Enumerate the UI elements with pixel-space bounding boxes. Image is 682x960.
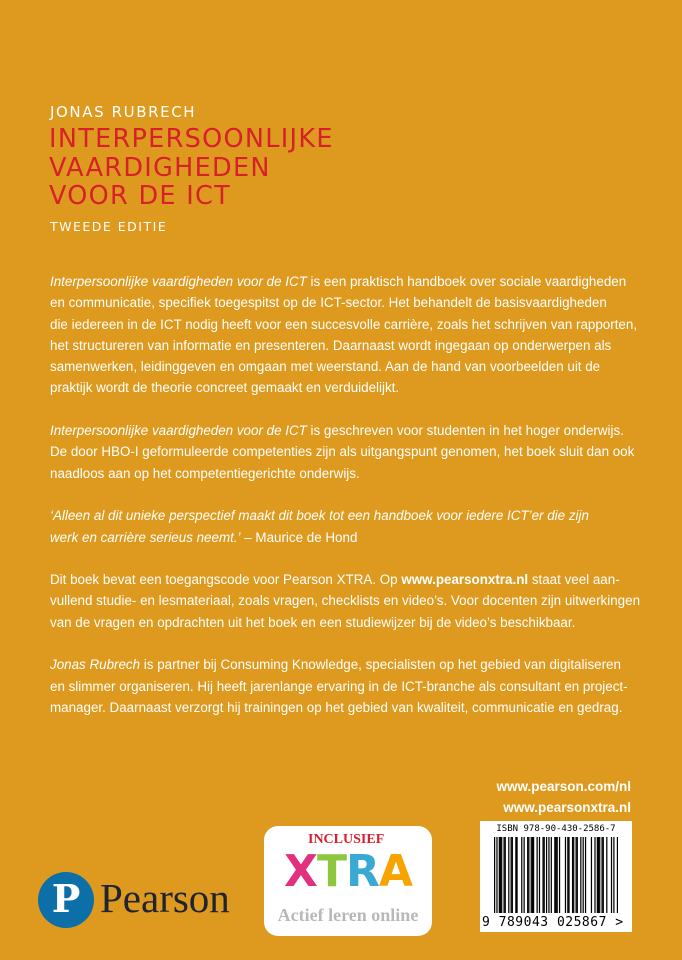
title-line: VOOR DE ICT [49,181,232,211]
barcode-bar [580,837,581,913]
text-line: samenwerken, leidinggeven en omgaan met weerstand. Aan de hand van voorbeelden uit de [50,359,601,375]
quote-text: ‘Alleen al dit unieke perspectief maakt dit boek tot een handboek voor iedere ICT’er die zijn [50,508,589,524]
text-line: het structureren van informatie en presenteren. Daarnaast wordt ingegaan op onderwerpen als [50,337,612,353]
barcode-bar [577,837,578,913]
barcode-bar [537,837,538,913]
barcode-bar [499,837,500,913]
isbn-barcode [480,821,632,932]
barcode-bar [496,837,497,913]
barcode-bar [613,837,614,913]
barcode-bar [539,837,540,913]
edition-label: TWEEDE EDITIE [50,219,168,234]
barcode-bar [554,837,555,913]
barcode-bar [557,837,558,913]
barcode-bar [531,837,532,913]
xtra-letter: X [284,846,317,897]
barcode-bar [585,837,586,913]
barcode-bar [555,837,556,913]
book-title [49,125,334,211]
xtra-tagline: Actief leren online [277,905,419,925]
barcode-bar [516,837,517,913]
xtra-link[interactable]: www.pearsonxtra.nl [401,572,529,588]
barcode-bar [594,837,595,913]
barcode-bar [567,837,568,913]
text-line: manager. Daarnaast verzorgt hij trainingen op het gebied van kwaliteit, communicatie en gedrag. [50,699,623,715]
text-line: is partner bij Consuming Knowledge, specialisten op het gebied van digitaliseren [140,657,621,673]
text-line: naadloos aan op het competentiegerichte onderwijs. [50,465,360,481]
text-line: is geschreven voor studenten in het hoger onderwijs. [306,423,624,439]
xtra-logo [264,846,432,897]
pearson-wordmark: Pearson [100,875,230,921]
barcode-bar [603,837,604,913]
text-line: die iedereen in de ICT nodig heeft voor een succesvolle carrière, zoals het schrijven van rapporten, [50,316,638,332]
barcode-bar [546,837,547,913]
barcode-bar [500,837,501,913]
isbn-label: ISBN 978-90-430-2586-7 [496,824,616,834]
barcode-bar [494,837,495,913]
barcode-bar [601,837,602,913]
barcode-bar [542,837,543,913]
barcode-bar [583,837,584,913]
barcode-bar [521,837,522,913]
barcode-bar [528,837,529,913]
text-line: van de vragen en opdrachten uit het boek en een studiewijzer bij de video’s beschikbaar. [50,614,576,630]
paragraph-description [50,271,650,399]
barcode-bar [575,837,576,913]
barcode-bar [524,837,525,913]
paragraph-audience [50,420,650,484]
barcode-digits: 9 789043 025867 > [482,915,624,930]
author-name: JONAS RUBRECH [50,103,197,121]
publisher-urls [496,776,631,818]
text-line: De door HBO-I geformuleerde competenties zijn als uitgangspunt genomen, het boek sluit dan ook [50,444,635,460]
barcode-bar [568,837,569,913]
barcode-bar [505,837,506,913]
barcode-bar [573,837,574,913]
barcode-bar [598,837,599,913]
paragraph-xtra [50,569,650,633]
xtra-letter: T [316,846,346,897]
text-line: is een praktisch handboek over sociale vaardigheden [306,274,627,289]
text-line: en communicatie, specifiek toegespitst op de ICT-sector. Het behandelt de basisvaardigheden [50,295,607,311]
barcode-bar [599,837,600,913]
barcode-bar [572,837,573,913]
barcode-bar [597,837,598,913]
pearsonxtra-url-link[interactable]: www.pearsonxtra.nl [503,800,631,815]
barcode-bars [494,837,618,913]
pearson-url-link[interactable]: www.pearson.com/nl [496,779,631,794]
barcode-bar [515,837,516,913]
xtra-letter: A [378,846,412,897]
barcode-bar [508,837,509,913]
xtra-badge [264,826,432,936]
barcode-bar [606,837,607,913]
book-title-italic: Interpersoonlijke vaardigheden voor de ICT [50,274,307,289]
text-line: staat veel aan- [528,572,620,588]
barcode-bar [565,837,566,913]
xtra-letter: R [346,846,379,897]
author-name-italic: Jonas Rubrech [50,657,141,673]
barcode-bar [533,837,534,913]
blurb [50,271,650,740]
pearson-logo-letter: P [51,876,81,921]
text-line: vullend studie- en lesmateriaal, zoals vragen, checklists en video’s. Voor docenten zijn uitwerkingen [50,593,641,609]
pearson-logo [38,870,228,934]
barcode-bar [532,837,533,913]
barcode-bar [617,837,618,913]
barcode-bar [511,837,512,913]
barcode-bar [551,837,552,913]
barcode-bar [527,837,528,913]
barcode-bar [501,837,502,913]
pearson-p-icon [38,872,94,928]
title-line: INTERPERSOONLIJKE [49,124,334,154]
text-line: en slimmer organiseren. Hij heeft jarenlange ervaring in de ICT-branche als consultant en project- [50,678,628,694]
barcode-bar [512,837,513,913]
quote-text: werk en carrière serieus neemt.’ [50,529,241,545]
text-line: praktijk wordt de theorie concreet gemaakt en verduidelijkt. [50,380,400,396]
paragraph-author-bio [50,654,650,718]
barcode-bar [503,837,504,913]
text-line: Dit boek bevat een toegangscode voor Pearson XTRA. Op [50,572,402,588]
book-title-italic: Interpersoonlijke vaardigheden voor de ICT [50,423,307,439]
barcode-bar [548,837,549,913]
xtra-inclusief-label: INCLUSIEF [308,832,385,847]
barcode-bar [611,837,612,913]
title-line: VAARDIGHEDEN [49,152,271,183]
paragraph-quote [50,505,650,548]
barcode-bar [559,837,560,913]
barcode-bar [591,837,592,913]
quote-attribution: – Maurice de Hond [240,529,358,545]
barcode-bar [544,837,545,913]
